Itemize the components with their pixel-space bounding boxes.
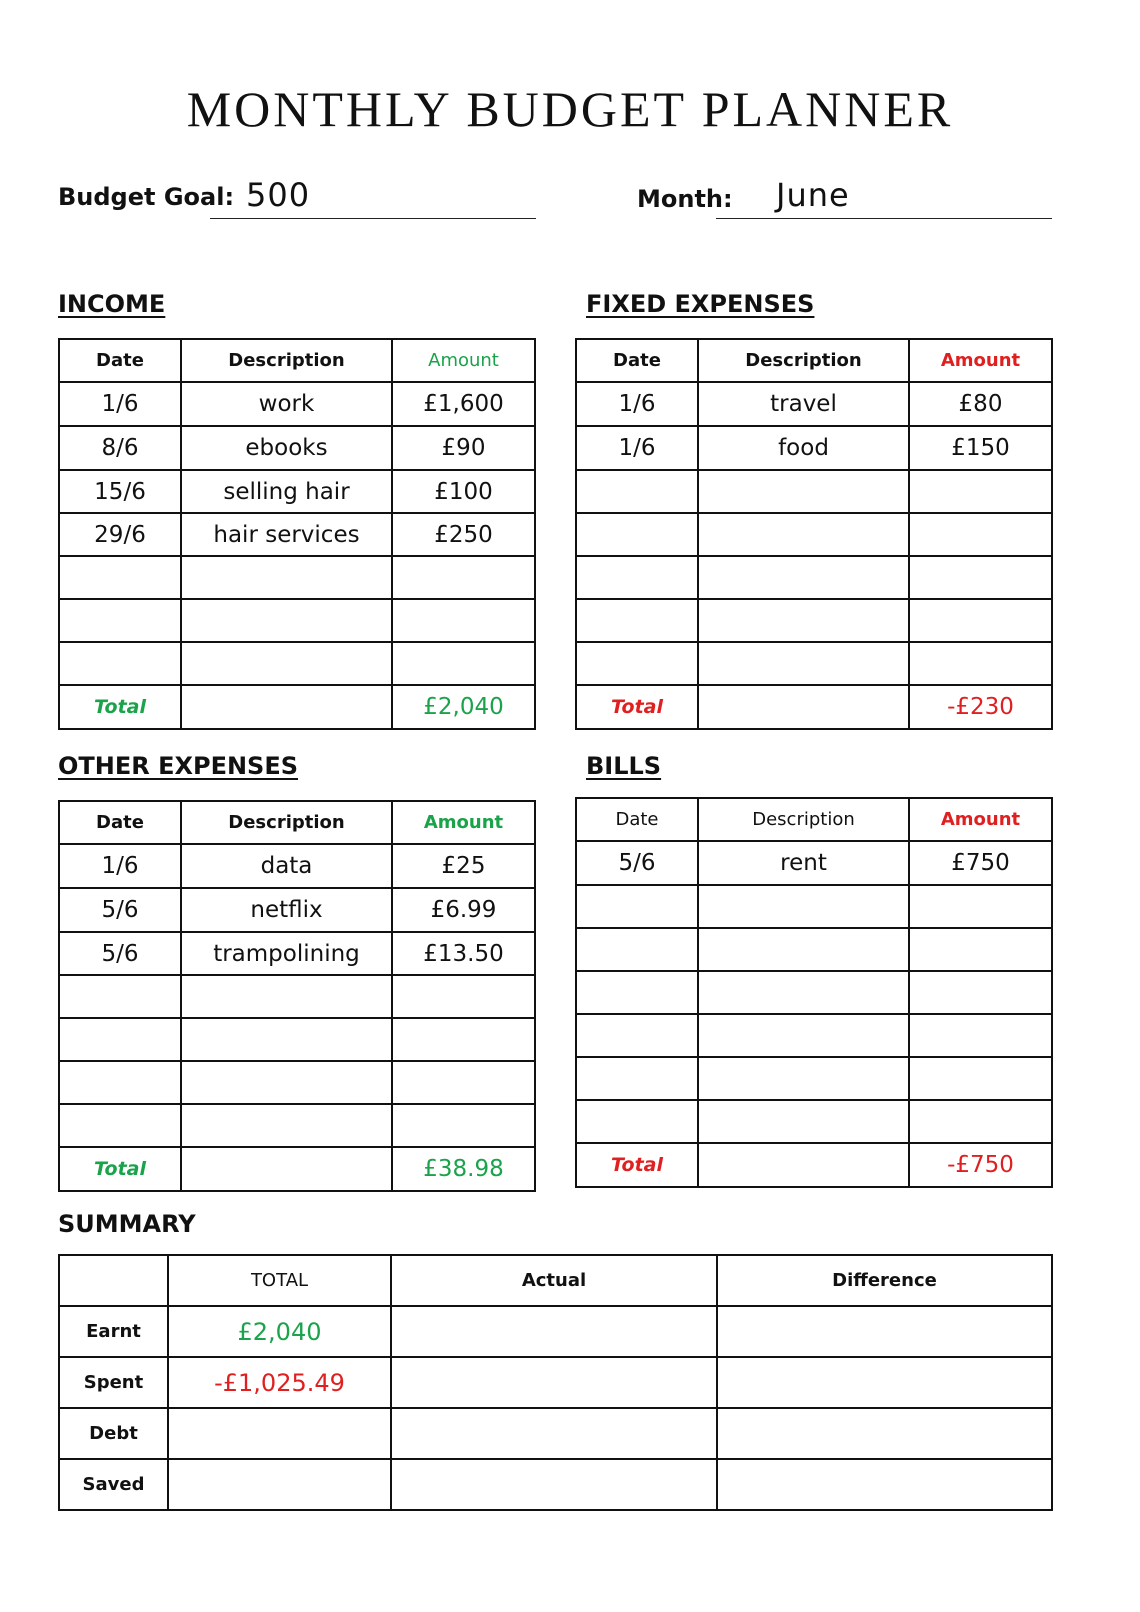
- summary-total-value[interactable]: £2,040: [168, 1306, 391, 1357]
- fixed-header-date: Date: [576, 339, 698, 382]
- table-row-empty[interactable]: [59, 642, 535, 685]
- summary-actual-value[interactable]: [391, 1357, 717, 1408]
- row-date[interactable]: 1/6: [576, 382, 698, 426]
- table-row-empty[interactable]: [59, 599, 535, 642]
- summary-row[interactable]: [59, 1357, 1052, 1408]
- row-amount[interactable]: £25: [392, 844, 535, 888]
- summary-difference-value[interactable]: [717, 1357, 1052, 1408]
- table-row[interactable]: [576, 841, 1052, 885]
- row-description[interactable]: hair services: [181, 513, 392, 556]
- summary-actual-value[interactable]: [391, 1306, 717, 1357]
- budget-goal-label: Budget Goal:: [58, 183, 235, 211]
- summary-table: [58, 1254, 1053, 1511]
- page-title: MONTHLY BUDGET PLANNER: [186, 81, 954, 137]
- table-row-empty[interactable]: [59, 1018, 535, 1061]
- month-underline: [716, 218, 1052, 219]
- table-row-empty[interactable]: [59, 1104, 535, 1147]
- row-date[interactable]: 8/6: [59, 426, 181, 470]
- table-row-empty[interactable]: [576, 642, 1052, 685]
- fixed-total-value: -£230: [909, 685, 1052, 729]
- fixed-header-description: Description: [698, 339, 909, 382]
- row-description[interactable]: rent: [698, 841, 909, 885]
- fixed-total-label: Total: [576, 685, 698, 729]
- row-date[interactable]: 5/6: [576, 841, 698, 885]
- row-amount[interactable]: £80: [909, 382, 1052, 426]
- summary-row[interactable]: [59, 1459, 1052, 1510]
- row-description[interactable]: ebooks: [181, 426, 392, 470]
- bills-header-description: Description: [698, 798, 909, 841]
- bills-total-label: Total: [576, 1143, 698, 1187]
- row-amount[interactable]: £100: [392, 470, 535, 513]
- bills-title: BILLS: [586, 752, 662, 780]
- summary-row[interactable]: [59, 1408, 1052, 1459]
- summary-row[interactable]: [59, 1306, 1052, 1357]
- total-row: [59, 1147, 535, 1191]
- row-description[interactable]: travel: [698, 382, 909, 426]
- bills-table: [575, 797, 1053, 1188]
- fixed-expenses-title: FIXED EXPENSES: [586, 290, 815, 318]
- summary-difference-value[interactable]: [717, 1408, 1052, 1459]
- summary-total-value[interactable]: -£1,025.49: [168, 1357, 391, 1408]
- other-header-amount: Amount: [392, 801, 535, 844]
- income-header-description: Description: [181, 339, 392, 382]
- summary-title: SUMMARY: [58, 1210, 196, 1238]
- table-row-empty[interactable]: [576, 1014, 1052, 1057]
- other-total-label: Total: [59, 1147, 181, 1191]
- summary-row-label: Earnt: [59, 1306, 168, 1357]
- row-date[interactable]: 5/6: [59, 932, 181, 975]
- row-description[interactable]: selling hair: [181, 470, 392, 513]
- row-date[interactable]: 1/6: [59, 382, 181, 426]
- row-amount[interactable]: £750: [909, 841, 1052, 885]
- table-row[interactable]: [59, 382, 535, 426]
- summary-header-actual: Actual: [391, 1255, 717, 1306]
- summary-row-label: Debt: [59, 1408, 168, 1459]
- table-row-empty[interactable]: [576, 470, 1052, 513]
- bills-header-date: Date: [576, 798, 698, 841]
- bills-header-amount: Amount: [909, 798, 1052, 841]
- row-description[interactable]: work: [181, 382, 392, 426]
- income-header-date: Date: [59, 339, 181, 382]
- table-row-empty[interactable]: [576, 513, 1052, 556]
- row-amount[interactable]: £1,600: [392, 382, 535, 426]
- income-header-amount: Amount: [392, 339, 535, 382]
- total-row: [576, 685, 1052, 729]
- table-row-empty[interactable]: [576, 556, 1052, 599]
- budget-goal-value[interactable]: 500: [246, 176, 311, 214]
- income-total-value: £2,040: [392, 685, 535, 729]
- table-row[interactable]: [576, 382, 1052, 426]
- summary-difference-value[interactable]: [717, 1459, 1052, 1510]
- row-amount[interactable]: £150: [909, 426, 1052, 470]
- total-row: [59, 685, 535, 729]
- table-row-empty[interactable]: [576, 971, 1052, 1014]
- summary-row-label: Spent: [59, 1357, 168, 1408]
- row-date[interactable]: 1/6: [59, 844, 181, 888]
- other-header-date: Date: [59, 801, 181, 844]
- fixed-expenses-table: [575, 338, 1053, 730]
- income-title: INCOME: [58, 290, 166, 318]
- summary-header-difference: Difference: [717, 1255, 1052, 1306]
- row-date[interactable]: 1/6: [576, 426, 698, 470]
- row-description[interactable]: food: [698, 426, 909, 470]
- income-total-label: Total: [59, 685, 181, 729]
- table-row[interactable]: [59, 844, 535, 888]
- other-expenses-title: OTHER EXPENSES: [58, 752, 299, 780]
- table-row-empty[interactable]: [59, 1061, 535, 1104]
- table-row[interactable]: [59, 426, 535, 470]
- row-amount[interactable]: £13.50: [392, 932, 535, 975]
- budget-goal-underline: [210, 218, 536, 219]
- table-row[interactable]: [59, 888, 535, 932]
- table-row-empty[interactable]: [576, 599, 1052, 642]
- table-row[interactable]: [576, 426, 1052, 470]
- row-date[interactable]: 5/6: [59, 888, 181, 932]
- fixed-header-amount: Amount: [909, 339, 1052, 382]
- row-amount[interactable]: £90: [392, 426, 535, 470]
- summary-difference-value[interactable]: [717, 1306, 1052, 1357]
- table-row-empty[interactable]: [576, 1057, 1052, 1100]
- month-value[interactable]: June: [776, 176, 850, 214]
- row-date[interactable]: 29/6: [59, 513, 181, 556]
- row-amount[interactable]: £6.99: [392, 888, 535, 932]
- table-row-empty[interactable]: [59, 975, 535, 1018]
- other-total-value: £38.98: [392, 1147, 535, 1191]
- table-row-empty[interactable]: [576, 1100, 1052, 1143]
- bills-total-value: -£750: [909, 1143, 1052, 1187]
- summary-actual-value[interactable]: [391, 1408, 717, 1459]
- table-row-empty[interactable]: [576, 928, 1052, 971]
- other-header-description: Description: [181, 801, 392, 844]
- total-row: [576, 1143, 1052, 1187]
- row-description[interactable]: trampolining: [181, 932, 392, 975]
- row-description[interactable]: netflix: [181, 888, 392, 932]
- row-description[interactable]: data: [181, 844, 392, 888]
- summary-actual-value[interactable]: [391, 1459, 717, 1510]
- table-row[interactable]: [59, 932, 535, 975]
- summary-row-label: Saved: [59, 1459, 168, 1510]
- summary-total-value[interactable]: [168, 1408, 391, 1459]
- summary-header-total: TOTAL: [168, 1255, 391, 1306]
- table-row-empty[interactable]: [59, 556, 535, 599]
- table-row[interactable]: [59, 470, 535, 513]
- month-label: Month:: [637, 185, 733, 213]
- summary-total-value[interactable]: [168, 1459, 391, 1510]
- row-date[interactable]: 15/6: [59, 470, 181, 513]
- table-row-empty[interactable]: [576, 885, 1052, 928]
- other-expenses-table: [58, 800, 536, 1192]
- table-row[interactable]: [59, 513, 535, 556]
- summary-header-blank: [59, 1255, 168, 1306]
- row-amount[interactable]: £250: [392, 513, 535, 556]
- income-table: [58, 338, 536, 730]
